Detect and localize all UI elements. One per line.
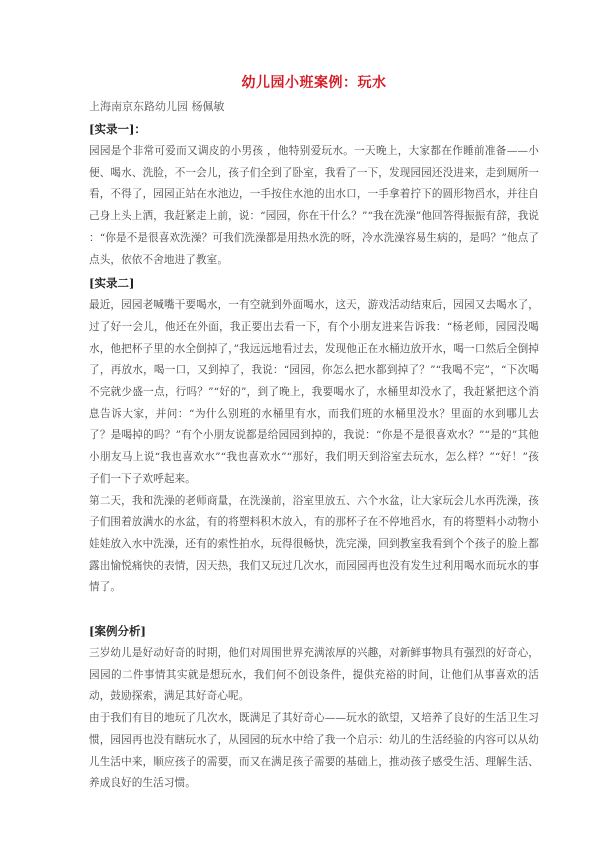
spacer xyxy=(89,599,539,621)
document-page xyxy=(89,74,539,795)
section-heading-analysis: [案例分析] xyxy=(89,624,146,639)
paragraph: 由于我们有目的地玩了几次水，既满足了其好奇心——玩水的欲望，又培养了良好的生活卫生习惯，园园再也没有瞎玩水了，从园园的玩水中给了我一个启示：幼儿的生活经验的内容可以从幼儿生活中来，顺应孩子的需要，而又在满足孩子需要的基础上，推动孩子感受生活、理解生活、养成良好的生活习惯。 xyxy=(89,712,539,790)
paragraph: 最近，园园老喊嘴干要喝水，一有空就到外面喝水，这天，游戏活动结束后，园园又去喝水了，过了好一会儿，他还在外面，我正要出去看一下，有个小朋友进来告诉我：“杨老师，园园没喝水，他把杯子里的水全倒掉了，”我远远地看过去，发现他正在水桶边放开水，喝一口然后全倒掉了，再放水，喝一口，又到掉了，我说：“园园，你怎么把水都到掉了？”“我喝不完”，“下次喝不完就少盛一点，行吗？”“好的”，到了晚上，我要喝水了，水桶里却没水了，我赶紧把这个消息告诉大家，并问：“为什么别班的水桶里有水，而我们班的水桶里没水？里面的水到哪儿去了？是喝掉的吗？”有个小朋友说都是给园园到掉的，我说：“你是不是很喜欢水？”“是的”其他小朋友马上说“我也喜欢水”“我也喜欢水”“那好，我们明天到浴室去玩水，怎么样？”“好！”孩子们一下子欢呼起来。 xyxy=(89,299,539,485)
paragraph: 园园是个非常可爱而又调皮的小男孩 ，他特别爱玩水。一天晚上，大家都在作睡前准备——小便、喝水、洗脸，不一会儿，孩子们全到了卧室，我看了一下，发现园园还没进来，走到厕所一看，不得了，园园正站在水池边，一手按住水池的出水口，一手拿着拧下的圆形物舀水，并往自己身上头上洒，我赶紧走上前，说：“园园，你在干什么？”“我在洗澡”他回答得振振有辞，我说 ：“你是不是很喜欢洗澡？可我们洗澡都是用热水洗的呀，冷水洗澡容易生病的，是吗？”他点了点头，依依不舍地进了教室。 xyxy=(89,145,539,266)
section-heading-record-2: [实录二] xyxy=(89,276,135,291)
section-heading-record-1: [实录一]： xyxy=(89,122,146,136)
paragraph: 第二天，我和洗澡的老师商量，在洗澡前，浴室里放五、六个水盆，让大家玩会儿水再洗澡，孩子们围着放满水的水盆，有的将塑料积木放入，有的那杯子在不停地舀水，有的将塑料小动物小娃娃放入水中洗澡，还有的索性拍水，玩得很畅快，洗完澡，回到教室我看到个个孩子的脸上都露出愉悦痛快的表情，因天热，我们又玩过几次水，而园园再也没有发生过利用喝水而玩水的事情了。 xyxy=(89,494,539,594)
paragraph: 三岁幼儿是好动好奇的时期，他们对周围世界充满浓厚的兴趣，对新鲜事物具有强烈的好奇心，园园的二件事情其实就是想玩水，我们何不创设条件，提供充裕的时间，让他们从事喜欢的活动，鼓励探索，满足其好奇心呢。 xyxy=(89,647,539,703)
author-line: 上海南京东路幼儿园 杨佩敏 xyxy=(89,100,225,113)
document-title: 幼儿园小班案例：玩水 xyxy=(241,75,387,91)
